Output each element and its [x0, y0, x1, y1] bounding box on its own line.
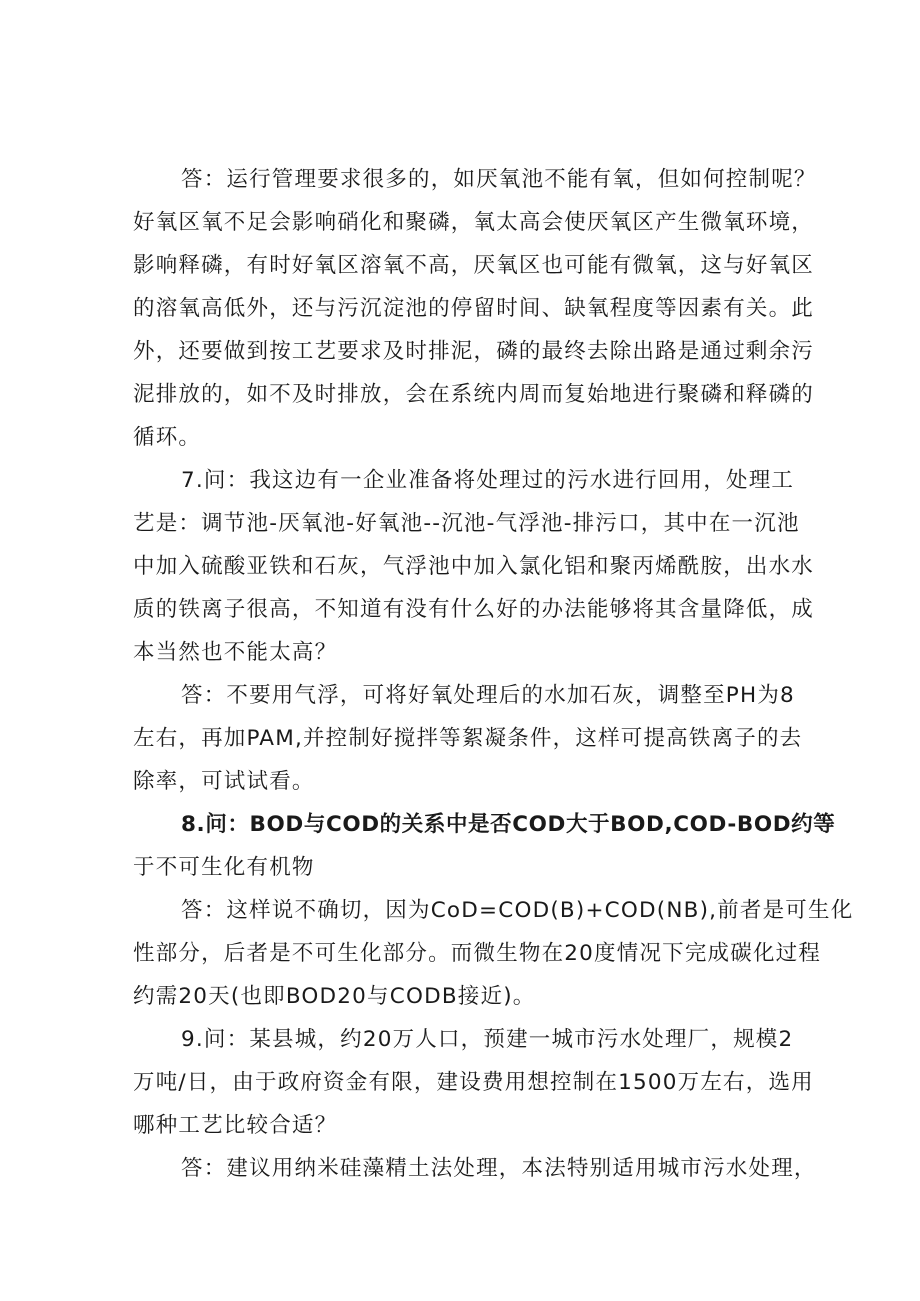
question-9-line-3: 哪种工艺比较合适？ [133, 1113, 338, 1138]
question-9-line-2: 万吨/日，由于政府资金有限，建设费用想控制在1500万左右，选用 [133, 1070, 814, 1095]
answer-6-line-5: 外，还要做到按工艺要求及时排泥，磷的最终去除出路是通过剩余污 [133, 339, 815, 364]
answer-8-line-3: 约需20天(也即BOD20与CODB接近)。 [133, 984, 536, 1009]
question-7-line-5: 本当然也不能太高？ [133, 640, 338, 665]
answer-6-line-1: 答：运行管理要求很多的，如厌氧池不能有氧，但如何控制呢？ [181, 167, 817, 192]
answer-6-line-7: 循环。 [133, 425, 202, 450]
question-8-line-1: 8.问：BOD与COD的关系中是否COD大于BOD,COD-BOD约等 [181, 812, 836, 837]
question-7-line-2: 艺是：调节池-厌氧池-好氧池--沉池-气浮池-排污口，其中在一沉池 [133, 511, 800, 536]
answer-8-line-1: 答：这样说不确切，因为CoD=COD(B)+COD(NB),前者是可生化 [181, 898, 854, 923]
answer-6-line-6: 泥排放的，如不及时排放，会在系统内周而复始地进行聚磷和释磷的 [133, 382, 815, 407]
question-8-line-2: 于不可生化有机物 [133, 855, 315, 880]
question-7-line-1: 7.问：我这边有一企业准备将处理过的污水进行回用，处理工 [181, 468, 795, 493]
answer-7-line-1: 答：不要用气浮，可将好氧处理后的水加石灰，调整至PH为8 [181, 683, 795, 708]
question-7-line-3: 中加入硫酸亚铁和石灰，气浮池中加入氯化铝和聚丙烯酰胺，出水水 [133, 554, 815, 579]
answer-6-line-4: 的溶氧高低外，还与污沉淀池的停留时间、缺氧程度等因素有关。此 [133, 296, 815, 321]
answer-7-line-3: 除率，可试试看。 [133, 769, 315, 794]
answer-6-line-3: 影响释磷，有时好氧区溶氧不高，厌氧区也可能有微氧，这与好氧区 [133, 253, 815, 278]
answer-8-line-2: 性部分，后者是不可生化部分。而微生物在20度情况下完成碳化过程 [133, 941, 822, 966]
answer-7-line-2: 左右，再加PAM,并控制好搅拌等絮凝条件，这样可提高铁离子的去 [133, 726, 803, 751]
answer-6-line-2: 好氧区氧不足会影响硝化和聚磷，氧太高会使厌氧区产生微氧环境， [133, 210, 815, 235]
answer-9-line-1: 答：建议用纳米硅藻精土法处理，本法特别适用城市污水处理， [181, 1156, 817, 1181]
question-9-line-1: 9.问：某县城，约20万人口，预建一城市污水处理厂，规模2 [181, 1027, 794, 1052]
question-7-line-4: 质的铁离子很高，不知道有没有什么好的办法能够将其含量降低，成 [133, 597, 815, 622]
